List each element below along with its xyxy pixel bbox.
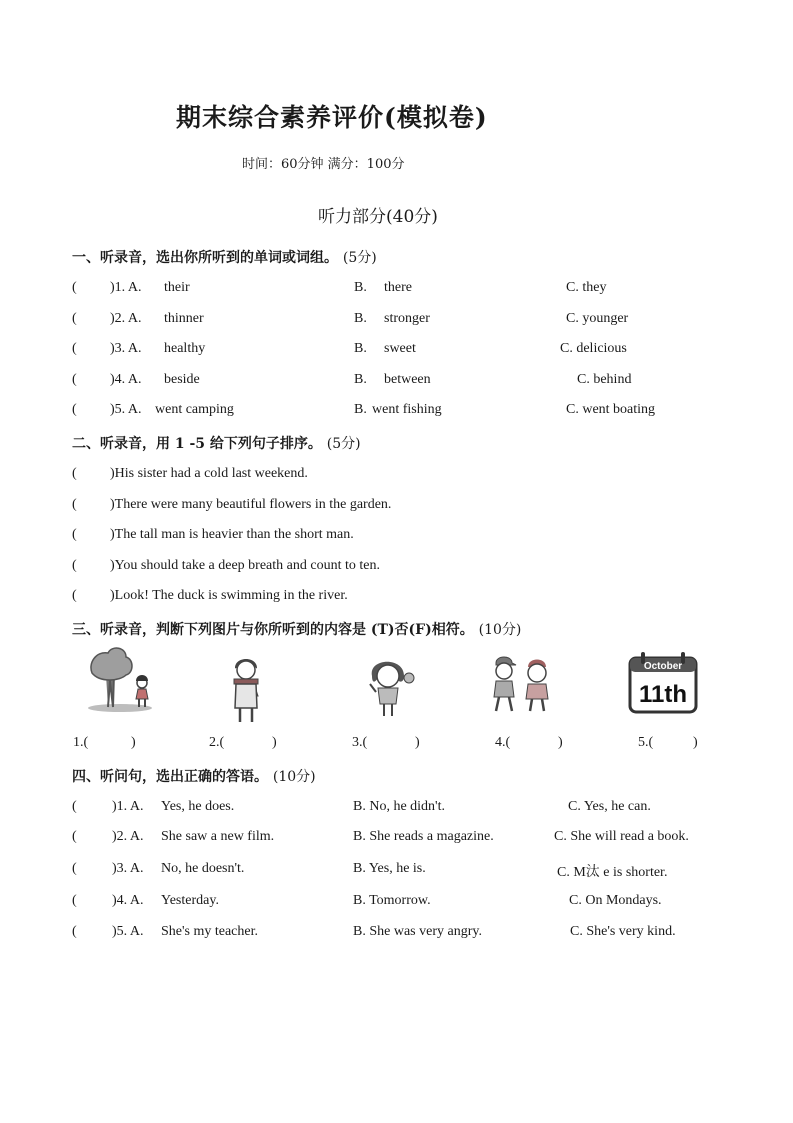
- part4-heading-text: 四、听问句，选出正确的答语。: [72, 769, 268, 785]
- picture-number: 1.(: [73, 735, 89, 750]
- answer-blank[interactable]: (: [72, 829, 77, 844]
- picture-answer[interactable]: [209, 735, 277, 751]
- item-number: )2. A.: [112, 829, 144, 844]
- part3-heading: [72, 619, 521, 639]
- option-b: B. No, he didn't.: [353, 799, 445, 814]
- option-b-letter: B.: [354, 311, 367, 326]
- option-c: C. younger: [566, 311, 629, 326]
- item-number: )3. A.: [110, 341, 142, 356]
- answer-blank[interactable]: (: [72, 588, 77, 603]
- answer-blank[interactable]: (: [72, 799, 77, 814]
- part4-heading: [72, 766, 316, 786]
- answer-blank[interactable]: (: [72, 280, 77, 295]
- calendar-day: 11th: [638, 681, 688, 708]
- picture-answer[interactable]: [352, 735, 420, 751]
- answer-blank[interactable]: (: [72, 558, 77, 573]
- option-b-letter: B.: [354, 402, 367, 417]
- answer-blank[interactable]: (: [72, 311, 77, 326]
- option-a: Yes, he does.: [161, 799, 235, 814]
- part3-points: (10分): [478, 622, 522, 638]
- option-b-letter: B.: [354, 341, 367, 356]
- part3-heading-text: 三、听录音，判断下列图片与你所听到的内容是 (T)否(F)相符。: [72, 622, 474, 638]
- item-number: )3. A.: [112, 861, 144, 876]
- sentence: )His sister had a cold last weekend.: [110, 466, 308, 481]
- part2-points: (5分): [326, 436, 361, 452]
- option-b: B. She was very angry.: [353, 924, 482, 939]
- answer-blank[interactable]: (: [72, 924, 77, 939]
- sentence: )There were many beautiful flowers in the garden.: [110, 497, 392, 512]
- option-b: B. Yes, he is.: [353, 861, 426, 876]
- tree-girl-picture-icon: [86, 645, 158, 713]
- option-c: C. On Mondays.: [569, 893, 662, 908]
- item-number: )4. A.: [110, 372, 142, 387]
- part1-heading: [72, 247, 377, 267]
- calendar-month: October: [643, 661, 683, 672]
- paren-close: ): [558, 735, 563, 750]
- option-b: between: [384, 372, 431, 387]
- paren-close: ): [272, 735, 277, 750]
- answer-blank[interactable]: (: [72, 402, 77, 417]
- picture-number: 4.(: [495, 735, 511, 750]
- boys-picture-icon: [490, 651, 558, 715]
- picture-answer[interactable]: [495, 735, 563, 751]
- option-c: C. they: [566, 280, 607, 295]
- part4-points: (10分): [272, 769, 316, 785]
- option-c: C. She will read a book.: [554, 829, 689, 844]
- item-number: )1. A.: [110, 280, 142, 295]
- page-title: 期末综合素养评价(模拟卷): [176, 103, 488, 132]
- picture-answer[interactable]: [638, 735, 698, 751]
- option-c: C. M汰 e is shorter.: [557, 865, 668, 880]
- option-c: C. behind: [577, 372, 632, 387]
- option-a: went camping: [155, 402, 234, 417]
- option-a: healthy: [164, 341, 206, 356]
- option-b: went fishing: [372, 402, 442, 417]
- option-a: She saw a new film.: [161, 829, 275, 844]
- answer-blank[interactable]: (: [72, 372, 77, 387]
- option-b: sweet: [384, 341, 416, 356]
- item-number: )5. A.: [112, 924, 144, 939]
- option-c: C. went boating: [566, 402, 656, 417]
- option-a: thinner: [164, 311, 204, 326]
- paren-close: ): [131, 735, 136, 750]
- answer-blank[interactable]: (: [72, 341, 77, 356]
- answer-blank[interactable]: (: [72, 497, 77, 512]
- option-b: there: [384, 280, 412, 295]
- paren-close: ): [415, 735, 420, 750]
- picture-number: 3.(: [352, 735, 368, 750]
- option-c: C. delicious: [560, 341, 627, 356]
- part2-heading: [72, 433, 361, 453]
- answer-blank[interactable]: (: [72, 466, 77, 481]
- section-title: 听力部分(40分): [318, 207, 438, 227]
- option-a: their: [164, 280, 190, 295]
- sentence: )You should take a deep breath and count to ten.: [110, 558, 380, 573]
- option-a: Yesterday.: [161, 893, 219, 908]
- option-b-letter: B.: [354, 372, 367, 387]
- option-b: stronger: [384, 311, 430, 326]
- answer-blank[interactable]: (: [72, 893, 77, 908]
- sentence: )Look! The duck is swimming in the river.: [110, 588, 348, 603]
- girl-picture-icon: [360, 654, 420, 720]
- item-number: )2. A.: [110, 311, 142, 326]
- answer-blank[interactable]: (: [72, 527, 77, 542]
- part1-heading-text: 一、听录音，选出你所听到的单词或词组。: [72, 250, 338, 266]
- sentence: )The tall man is heavier than the short man.: [110, 527, 354, 542]
- option-b: B. She reads a magazine.: [353, 829, 494, 844]
- scarf-girl-picture-icon: [226, 652, 268, 726]
- calendar-picture-icon: [627, 650, 699, 716]
- option-c: C. Yes, he can.: [568, 799, 651, 814]
- part1-points: (5分): [342, 250, 377, 266]
- item-number: )1. A.: [112, 799, 144, 814]
- option-a: No, he doesn't.: [161, 861, 245, 876]
- exam-info: 时间：60分钟 满分：100分: [242, 157, 405, 172]
- option-a: She's my teacher.: [161, 924, 258, 939]
- option-b-letter: B.: [354, 280, 367, 295]
- picture-answer[interactable]: [73, 735, 136, 751]
- option-b: B. Tomorrow.: [353, 893, 431, 908]
- answer-blank[interactable]: (: [72, 861, 77, 876]
- item-number: )5. A.: [110, 402, 142, 417]
- picture-number: 2.(: [209, 735, 225, 750]
- paren-close: ): [693, 735, 698, 750]
- picture-number: 5.(: [638, 735, 654, 750]
- option-a: beside: [164, 372, 200, 387]
- part2-heading-text: 二、听录音，用 1 -5 给下列句子排序。: [72, 436, 322, 452]
- item-number: )4. A.: [112, 893, 144, 908]
- option-c: C. She's very kind.: [570, 924, 676, 939]
